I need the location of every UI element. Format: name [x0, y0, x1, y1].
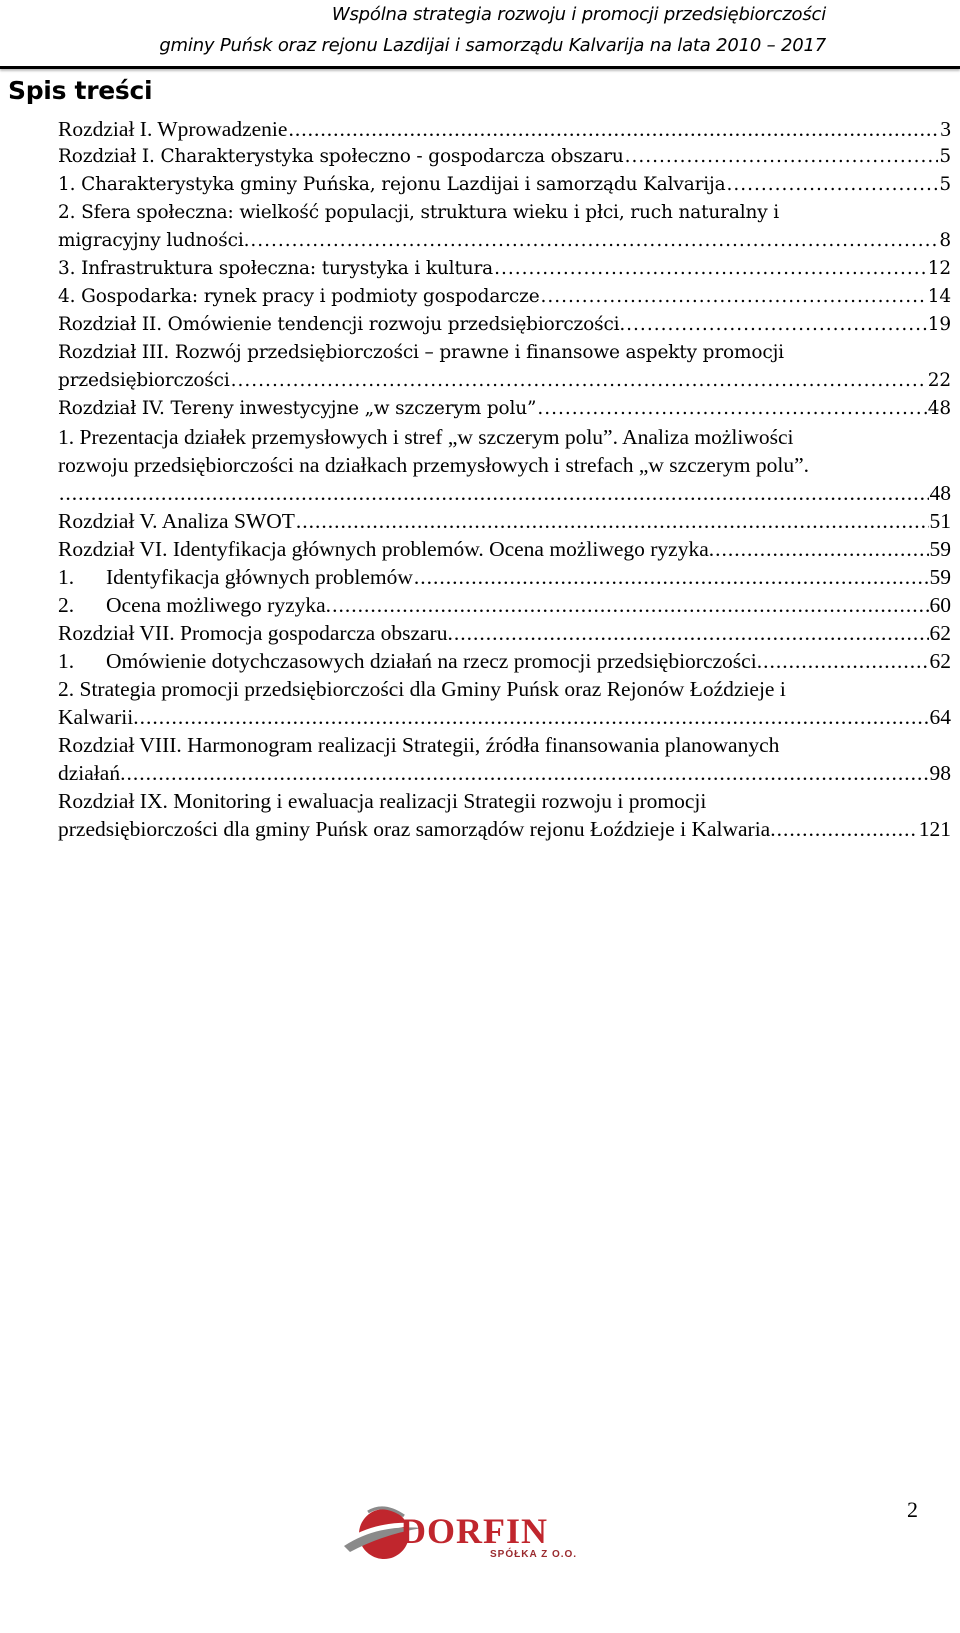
toc-leader-dots: [250, 227, 938, 255]
toc-entry-text: 2. Sfera społeczna: wielkość populacji, struktura wieku i płci, ruch naturalny i: [58, 202, 780, 223]
toc-leader-dots: [414, 563, 929, 591]
toc-leader-dots: [454, 619, 929, 647]
toc-entry[interactable]: [58, 115, 951, 143]
toc-entry-text: rozwoju przedsiębiorczości na działkach przemysłowych i strefach „w szczerym polu”.: [58, 453, 809, 477]
toc-leader-dots: [727, 171, 939, 199]
toc-entry[interactable]: [58, 647, 951, 675]
toc-entry-number: 2.: [58, 593, 75, 617]
toc-leader-dots: [494, 255, 927, 283]
toc-entry-text: Rozdział II. Omówienie tendencji rozwoju przedsiębiorczości.: [58, 314, 626, 335]
logo-subtitle: SPÓŁKA Z O.O.: [490, 1549, 578, 1560]
toc-page-number: 8: [939, 230, 951, 251]
toc-page-number: 59: [929, 565, 951, 589]
toc-page-number: 60: [929, 593, 951, 617]
toc-page-number: 62: [929, 621, 951, 645]
toc-entry[interactable]: [58, 143, 951, 171]
toc-entry[interactable]: [58, 255, 951, 283]
toc-entry[interactable]: [58, 731, 951, 787]
toc-page-number: 64: [929, 705, 951, 729]
toc-entry-text: 4. Gospodarka: rynek pracy i podmioty gospodarcze: [58, 286, 540, 307]
header-title-line1: Wspólna strategia rozwoju i promocji przedsiębiorczości: [331, 4, 826, 25]
toc-leader-dots: [541, 283, 927, 311]
toc-leader-dots: [59, 479, 929, 507]
toc-entry-text: Kalwarii.: [58, 705, 139, 729]
header-title-line2: gminy Puńsk oraz rejonu Lazdijai i samorządu Kalvarija na lata 2010 – 2017: [159, 35, 826, 56]
toc-entry-text: 1. Prezentacja działek przemysłowych i stref „w szczerym polu”. Analiza możliwości: [58, 425, 794, 449]
toc-leader-dots: [332, 591, 928, 619]
toc-entry[interactable]: [58, 507, 951, 535]
toc-page-number: 59: [929, 537, 951, 561]
toc-entry-text: Rozdział I. Wprowadzenie: [58, 117, 288, 141]
toc-heading: Spis treści: [8, 76, 153, 105]
toc-page-number: 121: [918, 817, 951, 841]
toc-entry-text: Identyfikacja głównych problemów: [106, 565, 413, 589]
toc-page-number: 19: [927, 314, 951, 335]
toc-entry[interactable]: [58, 591, 951, 619]
toc-page-number: 98: [929, 761, 951, 785]
toc-entry-text: Rozdział VIII. Harmonogram realizacji Strategii, źródła finansowania planowanych: [58, 733, 780, 757]
toc-entry[interactable]: [58, 563, 951, 591]
toc-leader-dots: [537, 395, 926, 423]
toc-entry[interactable]: [58, 787, 951, 843]
toc-entry-text: przedsiębiorczości: [58, 370, 230, 391]
toc-entry[interactable]: [58, 395, 951, 423]
toc-leader-dots: [231, 367, 927, 395]
toc-entry-text: Rozdział IX. Monitoring i ewaluacja realizacji Strategii rozwoju i promocji: [58, 789, 707, 813]
toc-entry[interactable]: [58, 339, 951, 395]
toc-entry-text: 1. Charakterystyka gminy Puńska, rejonu Lazdijai i samorządu Kalvarija: [58, 174, 726, 195]
toc-leader-dots: [626, 311, 927, 339]
toc-entry-number: 1.: [58, 649, 75, 673]
toc-entry[interactable]: [58, 171, 951, 199]
toc-entry-text: migracyjny ludności.: [58, 230, 250, 251]
toc-entry-text: 3. Infrastruktura społeczna: turystyka i kultura: [58, 258, 494, 279]
toc-entry[interactable]: [58, 199, 951, 255]
table-of-contents: [58, 115, 951, 843]
toc-entry[interactable]: [58, 423, 951, 507]
logo-wordmark: DORFIN: [400, 1511, 548, 1551]
toc-page-number: 22: [927, 370, 951, 391]
toc-page-number: 48: [929, 481, 951, 505]
toc-entry-text: Rozdział III. Rozwój przedsiębiorczości – prawne i finansowe aspekty promocji: [58, 342, 784, 363]
toc-page-number: 51: [929, 509, 951, 533]
toc-entry-text: Rozdział VI. Identyfikacja głównych problemów. Ocena możliwego ryzyka.: [58, 537, 715, 561]
toc-page-number: 14: [927, 286, 951, 307]
toc-entry-text: Omówienie dotychczasowych działań na rzecz promocji przedsiębiorczości.: [106, 649, 763, 673]
toc-entry-text: Rozdział V. Analiza SWOT: [58, 509, 295, 533]
toc-page-number: 62: [929, 649, 951, 673]
toc-entry-number: 1.: [58, 565, 75, 589]
page-header: [0, 0, 960, 69]
toc-entry[interactable]: [58, 283, 951, 311]
toc-page-number: 5: [939, 146, 951, 167]
toc-entry-text: działań.: [58, 761, 126, 785]
toc-page-number: 5: [939, 174, 951, 195]
toc-page-number: 48: [927, 398, 951, 419]
toc-entry-text: przedsiębiorczości dla gminy Puńsk oraz samorządów rejonu Łoździeje i Kalwaria.: [58, 817, 776, 841]
toc-entry[interactable]: [58, 619, 951, 647]
toc-leader-dots: [296, 507, 929, 535]
toc-leader-dots: [715, 535, 928, 563]
toc-leader-dots: [777, 815, 918, 843]
toc-leader-dots: [126, 759, 928, 787]
toc-entry[interactable]: [58, 311, 951, 339]
toc-entry-text: Ocena możliwego ryzyka.: [106, 593, 332, 617]
toc-leader-dots: [625, 143, 939, 171]
toc-page-number: 3: [940, 117, 951, 141]
page-number: 2: [907, 1497, 918, 1522]
toc-leader-dots: [763, 647, 928, 675]
toc-page-number: 12: [927, 258, 951, 279]
toc-entry[interactable]: [58, 675, 951, 731]
toc-entry[interactable]: [58, 535, 951, 563]
toc-leader-dots: [288, 115, 939, 143]
toc-entry-text: Rozdział I. Charakterystyka społeczno - gospodarcza obszaru: [58, 146, 624, 167]
toc-entry-text: Rozdział VII. Promocja gospodarcza obszaru.: [58, 621, 453, 645]
toc-entry-text: 2. Strategia promocji przedsiębiorczości dla Gminy Puńsk oraz Rejonów Łoździeje i: [58, 677, 786, 701]
toc-entry-text: Rozdział IV. Tereny inwestycyjne „w szczerym polu”: [58, 398, 537, 419]
dorfin-logo: [338, 1498, 588, 1568]
toc-leader-dots: [140, 703, 929, 731]
